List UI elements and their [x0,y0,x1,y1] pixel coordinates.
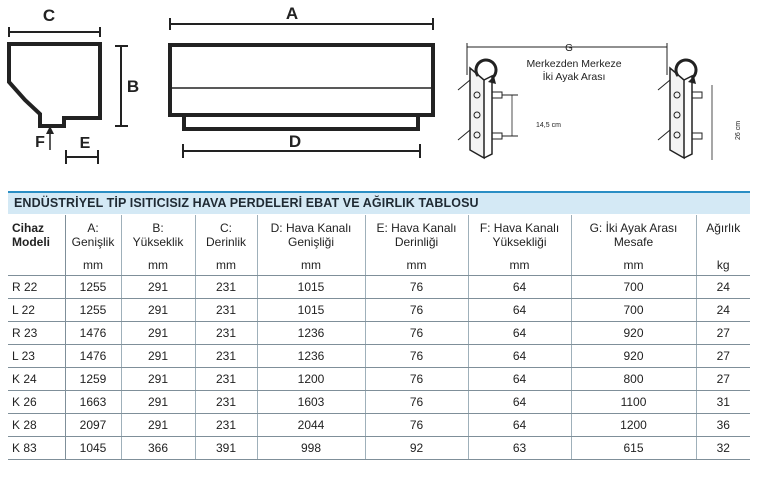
cell-a: 2097 [65,414,121,437]
cell-c: 231 [195,391,257,414]
cell-b: 291 [121,276,195,299]
header-b: B: Yükseklik [121,215,195,255]
cell-c: 231 [195,345,257,368]
cell-model: R 23 [8,322,65,345]
cell-weight: 24 [696,276,750,299]
cell-g: 800 [571,368,696,391]
cell-a: 1255 [65,299,121,322]
cell-d: 998 [257,437,365,460]
cell-c: 231 [195,322,257,345]
dim-26: 26 cm [735,120,742,140]
cell-g: 920 [571,322,696,345]
cell-f: 64 [468,299,571,322]
cell-a: 1476 [65,322,121,345]
cell-d: 1236 [257,322,365,345]
label-c: C [42,6,56,25]
header-c: C: Derinlik [195,215,257,255]
cell-f: 64 [468,276,571,299]
cell-g: 700 [571,299,696,322]
units-row [8,255,750,276]
cell-f: 64 [468,368,571,391]
table-row [8,322,750,345]
cell-e: 76 [365,276,468,299]
cell-b: 291 [121,322,195,345]
label-d: D [288,132,302,151]
cell-f: 63 [468,437,571,460]
cell-e: 76 [365,391,468,414]
dim-14-5: 14,5 cm [536,122,561,129]
cell-a: 1255 [65,276,121,299]
cell-e: 92 [365,437,468,460]
cell-g: 700 [571,276,696,299]
label-e: E [79,135,91,152]
header-row [8,215,750,255]
cell-e: 76 [365,299,468,322]
cell-f: 64 [468,345,571,368]
cell-b: 291 [121,299,195,322]
table-title: ENDÜSTRİYEL TİP ISITICISIZ HAVA PERDELERİ EBAT VE AĞIRLIK TABLOSU [14,196,479,210]
cell-e: 76 [365,322,468,345]
cell-g: 1100 [571,391,696,414]
cell-a: 1045 [65,437,121,460]
label-b: B [126,77,140,96]
header-model: Cihaz Modeli [8,215,65,255]
unit-cell: mm [121,255,195,276]
cell-weight: 27 [696,322,750,345]
table-row [8,391,750,414]
header-f: F: Hava Kanalı Yüksekliği [468,215,571,255]
center-text-1: Merkezden Merkeze [526,58,622,70]
cell-d: 1015 [257,276,365,299]
cell-d: 1015 [257,299,365,322]
cell-g: 615 [571,437,696,460]
side-profile [9,27,128,164]
cell-d: 1603 [257,391,365,414]
cell-e: 76 [365,368,468,391]
cell-model: K 28 [8,414,65,437]
cell-a: 1259 [65,368,121,391]
cell-weight: 27 [696,345,750,368]
table-row [8,437,750,460]
header-a: A: Genişlik [71,221,115,249]
cell-b: 291 [121,414,195,437]
unit-cell [8,255,65,276]
cell-weight: 32 [696,437,750,460]
dimension-drawing [0,0,757,185]
cell-g: 1200 [571,414,696,437]
table-row [8,345,750,368]
center-text-2: İki Ayak Arası [542,71,606,83]
cell-weight: 31 [696,391,750,414]
cell-g: 920 [571,345,696,368]
cell-model: L 22 [8,299,65,322]
cell-a: 1476 [65,345,121,368]
cell-e: 76 [365,345,468,368]
cell-model: R 22 [8,276,65,299]
header-d: D: Hava Kanalı Genişliği [257,215,365,255]
cell-weight: 24 [696,299,750,322]
dimension-diagram [0,0,757,185]
cell-c: 231 [195,368,257,391]
unit-cell: mm [195,255,257,276]
cell-b: 291 [121,345,195,368]
cell-f: 64 [468,391,571,414]
label-g: G [565,43,573,54]
header-e: E: Hava Kanalı Derinliği [365,215,468,255]
unit-cell: kg [696,255,750,276]
unit-cell: mm [365,255,468,276]
cell-c: 231 [195,276,257,299]
cell-model: L 23 [8,345,65,368]
cell-f: 64 [468,322,571,345]
cell-a: 1663 [65,391,121,414]
cell-model: K 26 [8,391,65,414]
cell-f: 64 [468,414,571,437]
cell-d: 1236 [257,345,365,368]
unit-cell: mm [468,255,571,276]
unit-cell: mm [571,255,696,276]
cell-b: 291 [121,368,195,391]
table-row [8,299,750,322]
cell-c: 391 [195,437,257,460]
unit-cell: mm [257,255,365,276]
cell-d: 1200 [257,368,365,391]
table-row [8,368,750,391]
cell-model: K 24 [8,368,65,391]
cell-c: 231 [195,414,257,437]
label-a: A [285,4,299,23]
dimension-table [8,215,750,460]
table-row [8,414,750,437]
cell-weight: 36 [696,414,750,437]
header-weight: Ağırlık [696,215,750,255]
unit-cell: mm [65,255,121,276]
cell-model: K 83 [8,437,65,460]
cell-weight: 27 [696,368,750,391]
front-view [170,18,433,158]
cell-b: 366 [121,437,195,460]
cell-c: 231 [195,299,257,322]
table-row [8,276,750,299]
cell-d: 2044 [257,414,365,437]
table-title-bar [8,191,750,214]
cell-b: 291 [121,391,195,414]
header-g: G: İki Ayak Arası Mesafe [571,215,696,255]
cell-e: 76 [365,414,468,437]
label-f: F [35,134,45,151]
